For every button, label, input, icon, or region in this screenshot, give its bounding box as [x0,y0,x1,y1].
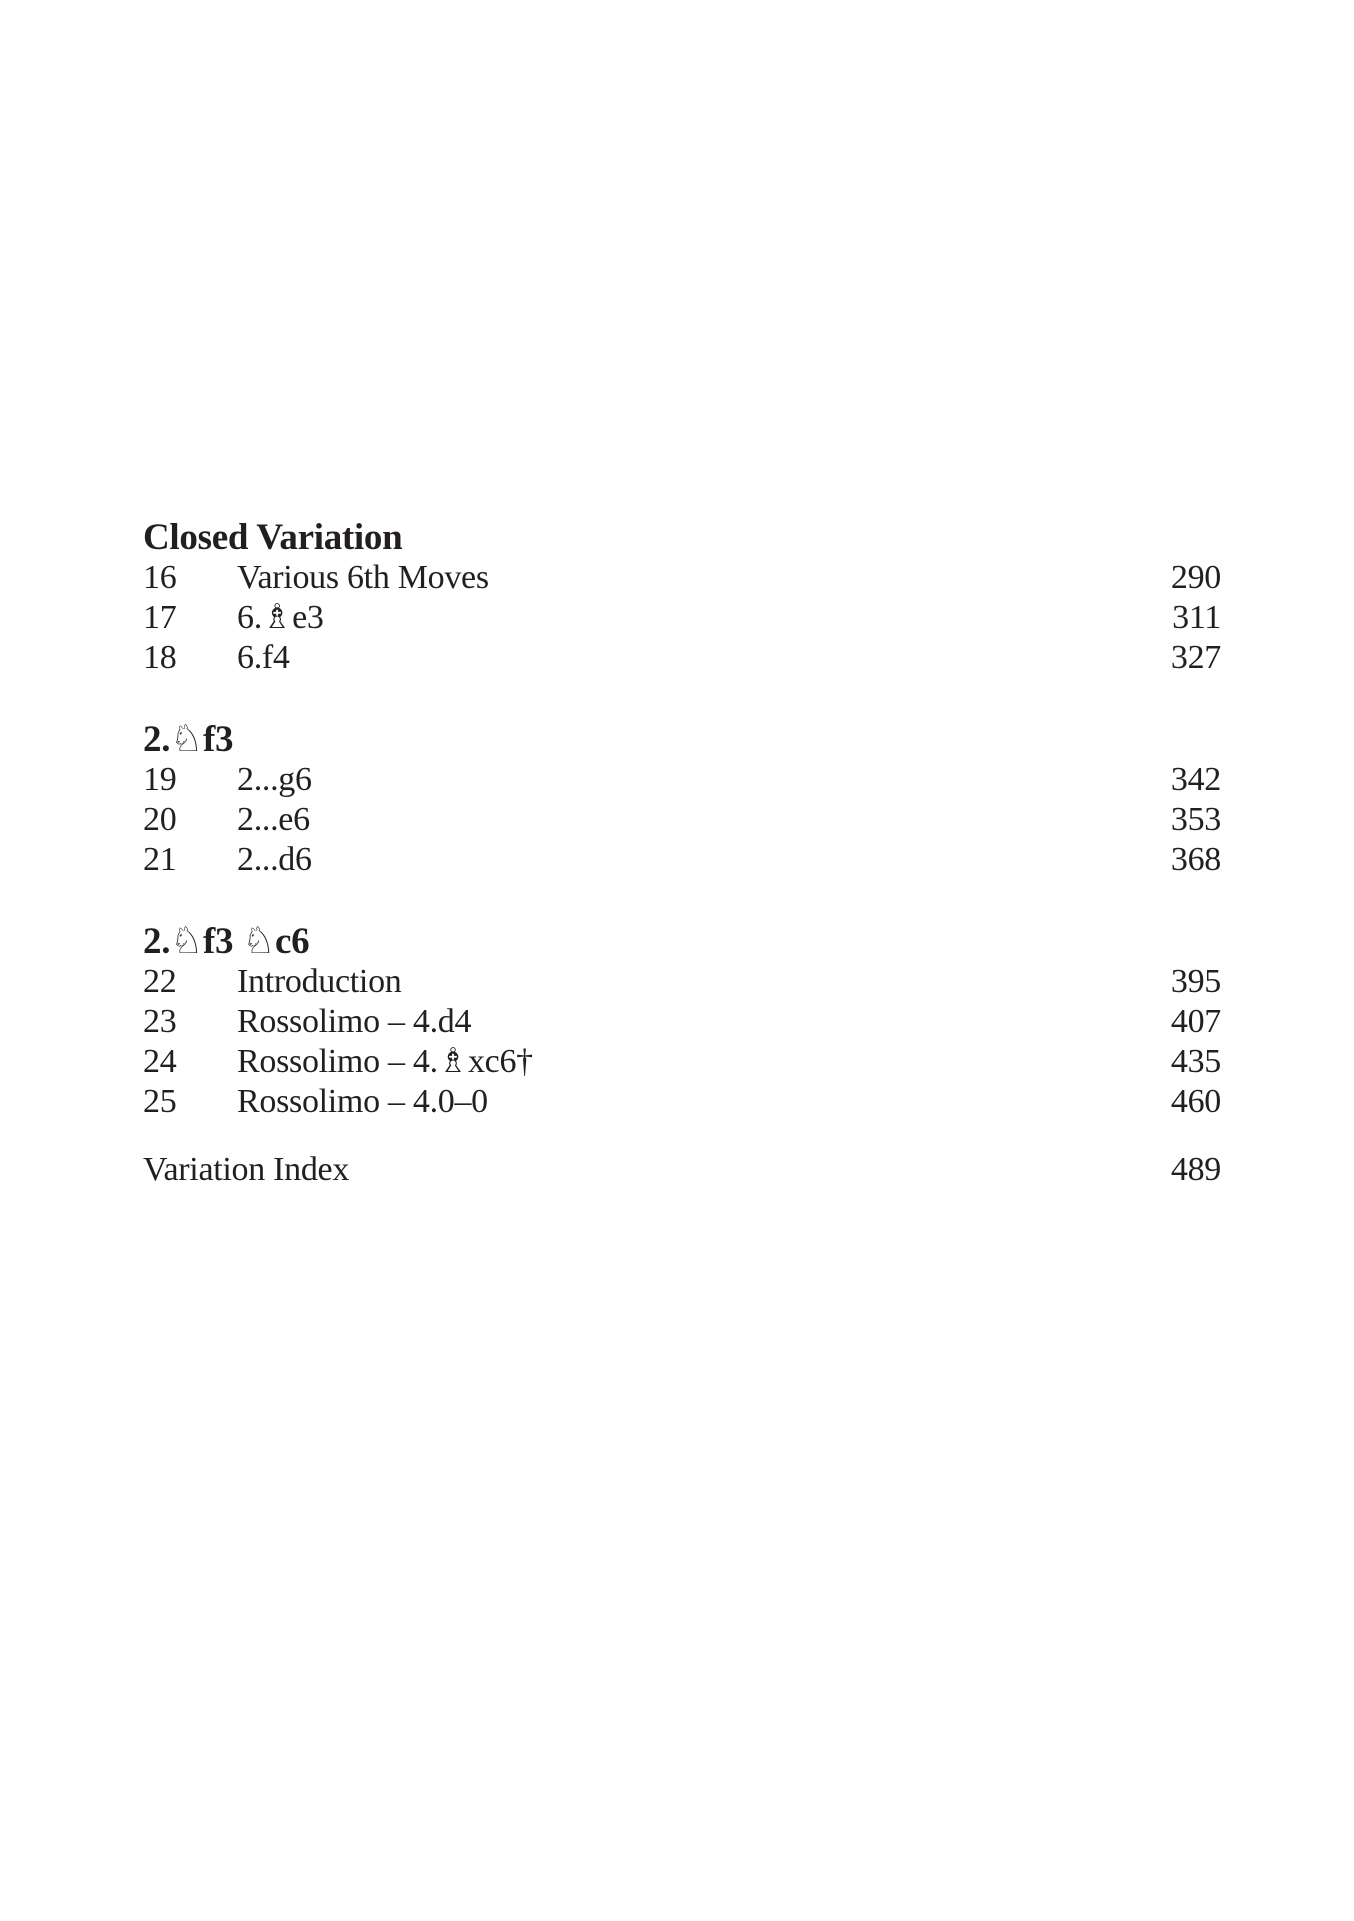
toc-row [143,558,1221,598]
page-number: 342 [1170,761,1221,798]
chapter-title: 6.♗e3 [237,599,324,636]
page-number: 489 [1170,1151,1221,1188]
chapter-title: 2...g6 [237,761,312,798]
chapter-number: 18 [143,639,177,676]
chapter-title: 2...e6 [237,801,310,838]
chapter-title: 2...d6 [237,841,312,878]
chapter-number: 23 [143,1003,177,1040]
chapter-title: 6.f4 [237,639,290,676]
toc-row [143,800,1221,840]
toc-row [143,840,1221,880]
toc-row [143,1042,1221,1082]
chapter-number: 21 [143,841,177,878]
page-number: 460 [1170,1083,1221,1120]
page-number: 407 [1170,1003,1221,1040]
chapter-number: 17 [143,599,177,636]
page-number: 368 [1170,841,1221,878]
chapter-title: Introduction [237,963,402,1000]
toc-row [143,638,1221,678]
page-number: 435 [1170,1043,1221,1080]
toc-row [143,760,1221,800]
toc-row [143,598,1221,638]
toc-section-2nf3 [143,720,1221,880]
page-number: 327 [1170,639,1221,676]
page-number: 353 [1170,801,1221,838]
section-heading: 2.♘f3 ♘c6 [143,921,310,962]
page-number: 311 [1172,599,1221,636]
chapter-number: 22 [143,963,177,1000]
chapter-title: Various 6th Moves [237,559,489,596]
section-heading: Closed Variation [143,517,403,558]
section-heading: 2.♘f3 [143,719,234,760]
toc-section-2nf3-nc6 [143,922,1221,1122]
chapter-number: 24 [143,1043,177,1080]
page-number: 290 [1170,559,1221,596]
chapter-title: Rossolimo – 4.d4 [237,1003,472,1040]
variation-index-label: Variation Index [143,1151,350,1188]
table-of-contents [143,518,1221,1190]
chapter-number: 25 [143,1083,177,1120]
chapter-number: 20 [143,801,177,838]
chapter-number: 16 [143,559,177,596]
chapter-title: Rossolimo – 4.0–0 [237,1083,488,1120]
page-number: 395 [1170,963,1221,1000]
chapter-title: Rossolimo – 4.♗xc6† [237,1043,533,1080]
variation-index-row [143,1150,1221,1190]
toc-row [143,1082,1221,1122]
toc-row [143,962,1221,1002]
toc-section-closed-variation [143,518,1221,678]
chapter-number: 19 [143,761,177,798]
toc-row [143,1002,1221,1042]
